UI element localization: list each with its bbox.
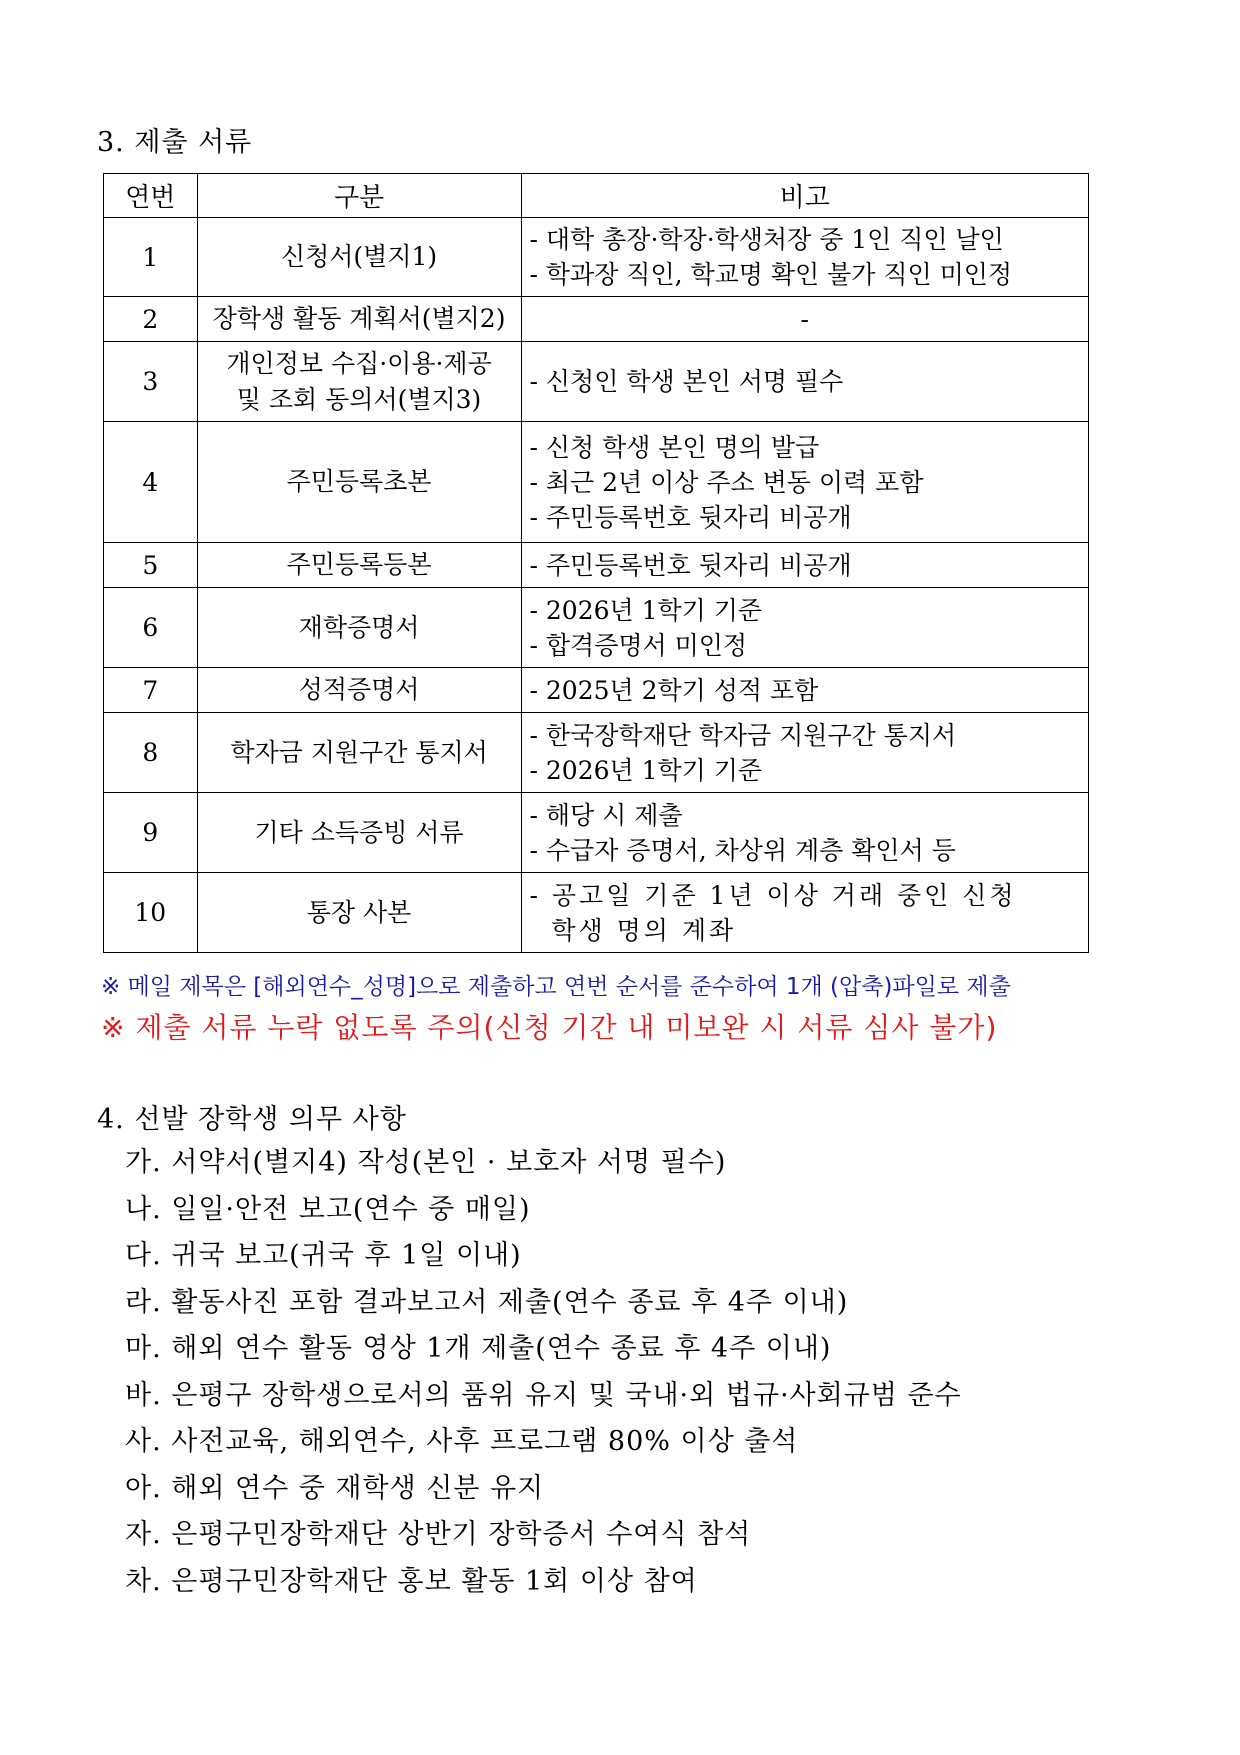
remark-line: - 해당 시 제출 <box>529 800 683 830</box>
table-row <box>104 713 1089 793</box>
category-line: 개인정보 수집·이용·제공 <box>226 348 492 378</box>
row-number: 7 <box>104 668 198 713</box>
table-row <box>104 793 1089 873</box>
table-row <box>104 668 1089 713</box>
remark-line: - 대학 총장·학장·학생처장 중 1인 직인 날인 <box>529 225 1004 254</box>
remark-line: - 주민등록번호 뒷자리 비공개 <box>529 502 852 532</box>
remark-line: - 2026년 1학기 기준 <box>529 755 763 785</box>
table-row <box>104 218 1089 297</box>
remark-line: - 수급자 증명서, 차상위 계층 확인서 등 <box>529 835 956 865</box>
category-line: 장학생 활동 계획서(별지2) <box>212 304 506 333</box>
obligations-list <box>125 1140 962 1605</box>
table-row <box>104 422 1089 543</box>
list-item: 가. 서약서(별지4) 작성(본인 · 보호자 서명 필수) <box>125 1147 727 1178</box>
row-remarks <box>521 422 1089 543</box>
table-row <box>104 543 1089 588</box>
row-remarks <box>521 218 1089 297</box>
remark-line: - <box>800 304 809 334</box>
list-item: 사. 사전교육, 해외연수, 사후 프로그램 80% 이상 출석 <box>125 1426 799 1457</box>
row-remarks <box>521 588 1089 668</box>
category-line: 성적증명서 <box>298 675 420 704</box>
row-remarks <box>521 342 1089 422</box>
row-remarks <box>521 793 1089 873</box>
category-line: 주민등록초본 <box>286 467 432 496</box>
row-number: 5 <box>104 543 198 588</box>
row-number: 9 <box>104 793 198 873</box>
header-remarks: 비고 <box>521 174 1089 218</box>
list-item: 다. 귀국 보고(귀국 후 1일 이내) <box>125 1240 522 1271</box>
remark-line: - 학과장 직인, 학교명 확인 불가 직인 미인정 <box>529 260 1013 289</box>
remark-line: - 한국장학재단 학자금 지원구간 통지서 <box>529 720 957 750</box>
row-category <box>197 668 521 713</box>
row-category <box>197 588 521 668</box>
section-title-documents: 3. 제출 서류 <box>97 127 253 158</box>
mail-subject-notice: ※ 메일 제목은 [해외연수_성명]으로 제출하고 연번 순서를 준수하여 1개 (압축)파일로 제출 <box>101 974 1011 1000</box>
header-number: 연번 <box>104 174 198 218</box>
row-number: 8 <box>104 713 198 793</box>
row-category <box>197 218 521 297</box>
row-number: 10 <box>104 873 198 953</box>
row-category <box>197 422 521 543</box>
remark-line: - 공고일 기준 1년 이상 거래 중인 신청 <box>529 880 1017 910</box>
row-category <box>197 793 521 873</box>
row-category <box>197 713 521 793</box>
row-number: 2 <box>104 297 198 342</box>
row-number: 1 <box>104 218 198 297</box>
row-remarks <box>521 873 1089 953</box>
row-number: 3 <box>104 342 198 422</box>
row-remarks <box>521 713 1089 793</box>
table-row <box>104 588 1089 668</box>
section-title-obligations: 4. 선발 장학생 의무 사항 <box>97 1104 407 1135</box>
row-category <box>197 297 521 342</box>
row-number: 4 <box>104 422 198 543</box>
list-item: 차. 은평구민장학재단 홍보 활동 1회 이상 참여 <box>125 1565 698 1597</box>
table-header-row <box>104 174 1089 218</box>
category-line: 주민등록등본 <box>286 550 432 579</box>
table-row <box>104 297 1089 342</box>
row-remarks <box>521 543 1089 588</box>
remark-line: - 2026년 1학기 기준 <box>529 595 763 625</box>
remark-line: - 2025년 2학기 성적 포함 <box>529 675 819 705</box>
category-line: 신청서(별지1) <box>280 242 438 271</box>
remark-line: 학생 명의 계좌 <box>529 915 737 945</box>
remark-line: - 신청인 학생 본인 서명 필수 <box>529 367 844 396</box>
remark-line: - 최근 2년 이상 주소 변동 이력 포함 <box>529 467 924 497</box>
list-item: 바. 은평구 장학생으로서의 품위 유지 및 국내·외 법규·사회규범 준수 <box>125 1379 962 1411</box>
table-row <box>104 873 1089 953</box>
documents-table <box>103 173 1089 953</box>
row-category <box>197 873 521 953</box>
remark-line: - 주민등록번호 뒷자리 비공개 <box>529 550 852 580</box>
table-row <box>104 342 1089 422</box>
list-item: 자. 은평구민장학재단 상반기 장학증서 수여식 참석 <box>125 1519 752 1550</box>
remark-line: - 합격증명서 미인정 <box>529 630 748 660</box>
missing-documents-warning: ※ 제출 서류 누락 없도록 주의(신청 기간 내 미보완 시 서류 심사 불가) <box>101 1011 998 1044</box>
category-line: 재학증명서 <box>298 612 420 642</box>
header-category: 구분 <box>197 174 521 218</box>
list-item: 라. 활동사진 포함 결과보고서 제출(연수 종료 후 4주 이내) <box>125 1286 849 1318</box>
category-line: 및 조회 동의서(별지3) <box>236 384 482 414</box>
category-line: 학자금 지원구간 통지서 <box>230 737 488 767</box>
category-line: 통장 사본 <box>306 897 412 927</box>
list-item: 아. 해외 연수 중 재학생 신분 유지 <box>125 1472 545 1504</box>
row-remarks <box>521 297 1089 342</box>
row-category <box>197 342 521 422</box>
list-item: 마. 해외 연수 활동 영상 1개 제출(연수 종료 후 4주 이내) <box>125 1333 832 1364</box>
category-line: 기타 소득증빙 서류 <box>254 817 464 847</box>
remark-line: - 신청 학생 본인 명의 발급 <box>529 432 820 462</box>
row-number: 6 <box>104 588 198 668</box>
row-remarks <box>521 668 1089 713</box>
row-category <box>197 543 521 588</box>
list-item: 나. 일일·안전 보고(연수 중 매일) <box>125 1193 531 1225</box>
